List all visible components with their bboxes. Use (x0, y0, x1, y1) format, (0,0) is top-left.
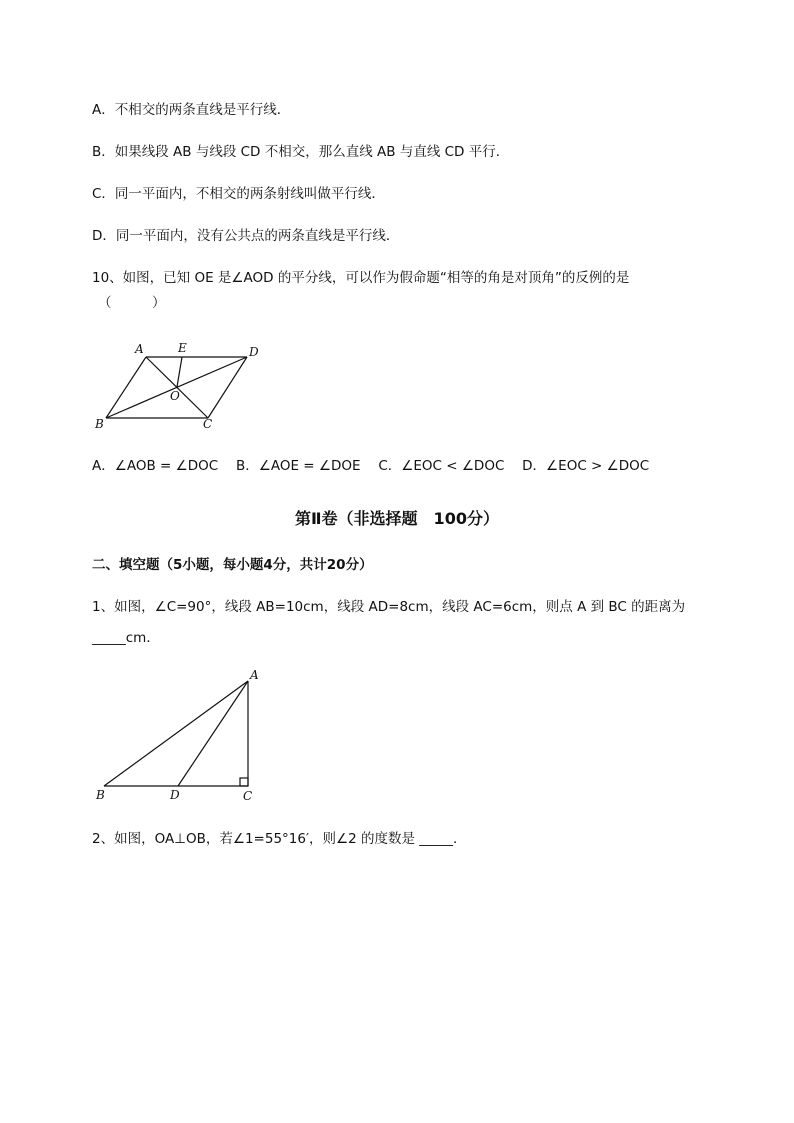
q9-option-d: D．同一平面内，没有公共点的两条直线是平行线． (92, 228, 400, 244)
part2-heading: 第Ⅱ卷（非选择题 100分） (295, 509, 499, 528)
label-D: D (249, 345, 259, 359)
q10-stem: 10、如图，已知 OE 是∠AOD 的平分线，可以作为假命题“相等的角是对顶角”的反例的是 (92, 270, 630, 286)
label-C: C (203, 417, 213, 431)
f2-stem: 2、如图，OA⊥OB，若∠1=55°16′，则∠2 的度数是 _____． (92, 831, 467, 847)
parallelogram-figure (90, 335, 280, 435)
label-B: B (95, 417, 104, 431)
label-B: B (96, 788, 105, 802)
q9-option-a: A．不相交的两条直线是平行线． (92, 102, 291, 118)
section2-title: 二、填空题（5小题，每小题4分，共计20分） (92, 557, 373, 573)
q9-option-b: B．如果线段 AB 与线段 CD 不相交，那么直线 AB 与直线 CD 平行． (92, 144, 510, 160)
f1-stem: 1、如图，∠C=90°，线段 AB=10cm，线段 AD=8cm，线段 AC=6cm，则点 A 到 BC 的距离为 (92, 599, 686, 615)
label-A: A (135, 342, 144, 356)
triangle-figure (90, 665, 270, 805)
f1-answer-line: _____cm． (92, 630, 160, 646)
q9-option-c: C．同一平面内，不相交的两条射线叫做平行线． (92, 186, 385, 202)
q10-answer-paren: （ ） (98, 295, 166, 311)
label-O: O (170, 389, 180, 403)
label-D: D (170, 788, 180, 802)
label-A: A (250, 668, 259, 682)
label-E: E (178, 341, 187, 355)
q10-options: A．∠AOB = ∠DOC B．∠AOE = ∠DOE C．∠EOC < ∠DOC D．∠EOC > ∠DOC (92, 458, 650, 474)
label-C: C (243, 789, 253, 803)
